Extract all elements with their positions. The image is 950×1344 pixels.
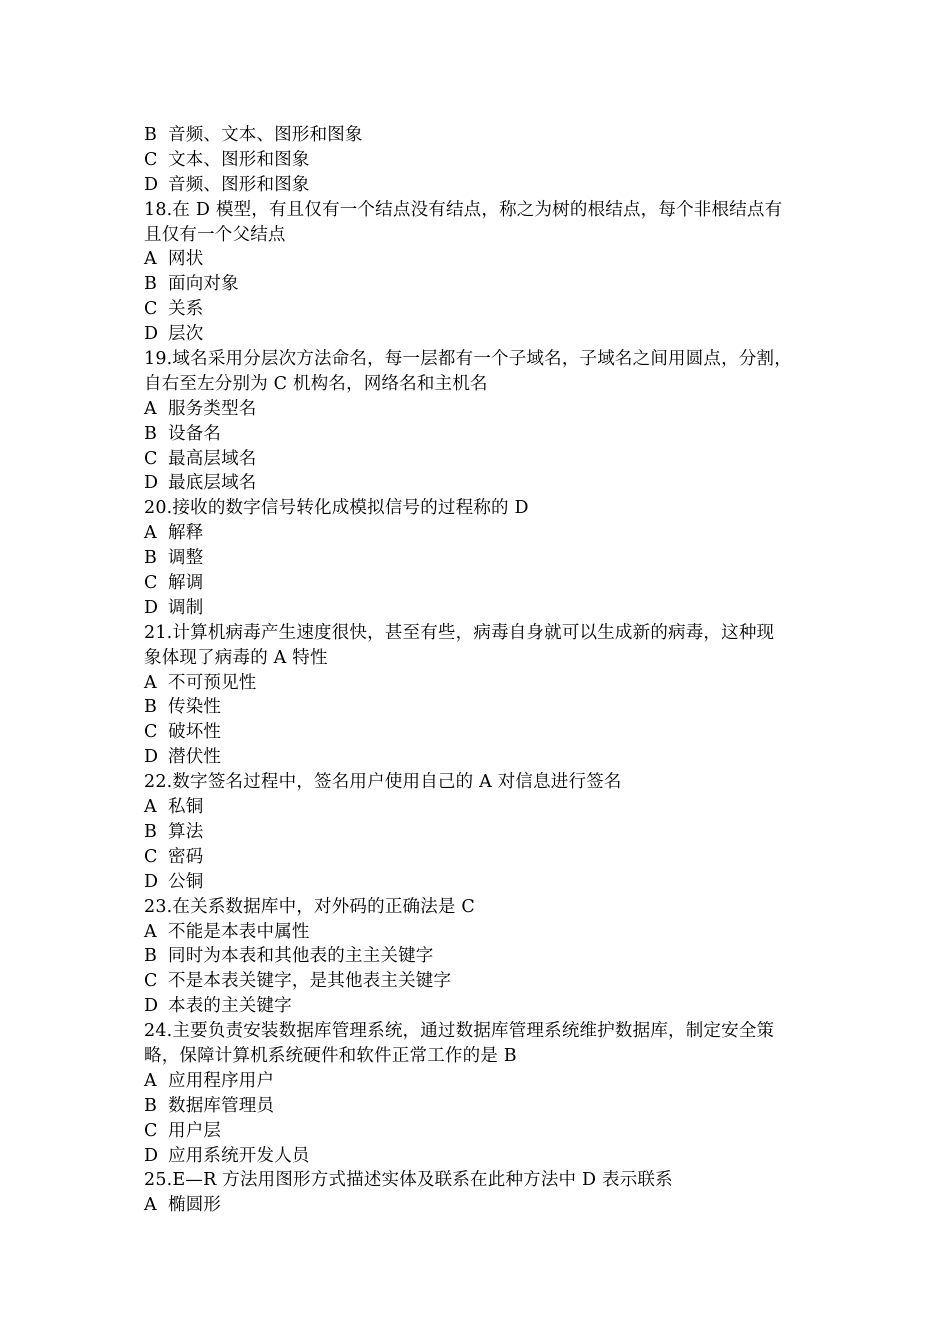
- option-letter: D: [144, 871, 159, 892]
- option-text: 潜伏性: [168, 747, 222, 768]
- option-letter: B: [144, 697, 158, 718]
- option-text: 同时为本表和其他表的主主关键字: [168, 946, 434, 967]
- option-letter: C: [144, 299, 158, 320]
- option-letter: C: [144, 846, 158, 867]
- option-letter: C: [144, 1120, 158, 1141]
- question-text: 23.在关系数据库中，对外码的正确法是 C: [144, 896, 475, 917]
- option-letter: B: [144, 125, 158, 145]
- question-21: [144, 621, 812, 671]
- option-text: 破坏性: [168, 722, 222, 743]
- option-line: [144, 422, 812, 447]
- option-text: 音频、文本、图形和图象: [168, 125, 363, 145]
- option-text: 不是本表关键字，是其他表主关键字: [168, 971, 452, 992]
- document-page: [144, 123, 812, 1218]
- option-letter: D: [144, 324, 159, 345]
- option-text: 最底层域名: [168, 473, 257, 494]
- option-letter: A: [144, 1195, 157, 1216]
- question-text: 自右至左分别为 C 机构名，网络名和主机名: [144, 373, 488, 394]
- option-line: [144, 994, 812, 1019]
- option-line: [144, 920, 812, 945]
- option-letter: D: [144, 1145, 159, 1166]
- option-letter: C: [144, 149, 158, 170]
- question-text: 略，保障计算机系统硬件和软件正常工作的是 B: [144, 1045, 517, 1066]
- option-text: 数据库管理员: [168, 1095, 275, 1116]
- option-letter: D: [144, 473, 159, 494]
- question-24: [144, 1019, 812, 1069]
- option-text: 算法: [168, 821, 204, 842]
- question-19: [144, 347, 812, 397]
- option-text: 关系: [168, 299, 204, 320]
- option-text: 不能是本表中属性: [168, 921, 310, 942]
- option-line: [144, 596, 812, 621]
- option-line: [144, 795, 812, 820]
- option-letter: A: [144, 249, 157, 270]
- option-line: [144, 571, 812, 596]
- option-line: [144, 1119, 812, 1144]
- option-letter: C: [144, 722, 158, 743]
- option-line: [144, 870, 812, 895]
- option-line: [144, 820, 812, 845]
- question-text: 25.E—R 方法用图形方式描述实体及联系在此种方法中 D 表示联系: [144, 1170, 673, 1191]
- option-line: [144, 546, 812, 571]
- option-letter: B: [144, 946, 158, 967]
- option-line: [144, 969, 812, 994]
- option-text: 私铜: [168, 797, 204, 818]
- option-line: [144, 1094, 812, 1119]
- option-line: [144, 173, 812, 198]
- option-text: 不可预见性: [168, 672, 257, 693]
- option-letter: D: [144, 996, 159, 1017]
- option-letter: A: [144, 1070, 157, 1091]
- option-text: 音频、图形和图象: [168, 174, 310, 195]
- option-line: [144, 845, 812, 870]
- option-letter: C: [144, 573, 158, 594]
- option-line: [144, 272, 812, 297]
- option-text: 应用系统开发人员: [168, 1145, 310, 1166]
- question-text: 19.域名采用分层次方法命名，每一层都有一个子域名，子域名之间用圆点，分割，: [144, 349, 792, 370]
- option-line: [144, 1069, 812, 1094]
- option-text: 服务类型名: [168, 398, 257, 419]
- option-text: 网状: [168, 249, 204, 270]
- option-line: [144, 745, 812, 770]
- option-line: [144, 247, 812, 272]
- option-text: 最高层域名: [168, 448, 257, 469]
- option-text: 解调: [168, 573, 204, 594]
- option-letter: D: [144, 747, 159, 768]
- option-line: [144, 322, 812, 347]
- option-line: [144, 471, 812, 496]
- question-text: 24.主要负责安装数据库管理系统，通过数据库管理系统维护数据库，制定安全策: [144, 1021, 775, 1042]
- option-letter: A: [144, 672, 157, 693]
- option-letter: D: [144, 174, 159, 195]
- option-text: 椭圆形: [168, 1195, 222, 1216]
- option-letter: A: [144, 921, 157, 942]
- option-letter: A: [144, 523, 157, 544]
- option-text: 公铜: [168, 871, 204, 892]
- option-text: 本表的主关键字: [168, 996, 292, 1017]
- question-22: [144, 770, 812, 795]
- option-text: 密码: [168, 846, 204, 867]
- option-letter: A: [144, 398, 157, 419]
- option-letter: B: [144, 423, 158, 444]
- option-text: 层次: [168, 324, 204, 345]
- question-18: [144, 198, 812, 248]
- question-text: 21.计算机病毒产生速度很快，甚至有些，病毒自身就可以生成新的病毒，这种现: [144, 622, 775, 643]
- option-line: [144, 720, 812, 745]
- option-text: 文本、图形和图象: [168, 149, 310, 170]
- option-line: [144, 397, 812, 422]
- question-text: 18.在 D 模型，有且仅有一个结点没有结点，称之为树的根结点，每个非根结点有: [144, 199, 783, 220]
- option-letter: B: [144, 274, 158, 295]
- option-letter: B: [144, 548, 158, 569]
- question-25: [144, 1168, 812, 1193]
- question-text: 且仅有一个父结点: [144, 224, 286, 245]
- option-text: 设备名: [168, 423, 222, 444]
- option-letter: D: [144, 597, 159, 618]
- option-letter: C: [144, 448, 158, 469]
- question-text: 20.接收的数字信号转化成模拟信号的过程称的 D: [144, 498, 529, 519]
- option-line: [144, 148, 812, 173]
- option-letter: A: [144, 797, 157, 818]
- option-letter: B: [144, 1095, 158, 1116]
- option-line: [144, 695, 812, 720]
- option-letter: B: [144, 821, 158, 842]
- option-text: 面向对象: [168, 274, 239, 295]
- question-text: 象体现了病毒的 A 特性: [144, 647, 328, 668]
- option-line: [144, 944, 812, 969]
- option-line: [144, 447, 812, 472]
- option-line: [144, 1193, 812, 1218]
- option-text: 调整: [168, 548, 204, 569]
- question-23: [144, 895, 812, 920]
- option-line: [144, 671, 812, 696]
- option-text: 解释: [168, 523, 204, 544]
- option-line: [144, 297, 812, 322]
- option-text: 传染性: [168, 697, 222, 718]
- question-text: 22.数字签名过程中，签名用户使用自己的 A 对信息进行签名: [144, 772, 622, 793]
- option-text: 调制: [168, 597, 204, 618]
- option-line: [144, 1144, 812, 1169]
- option-text: 应用程序用户: [168, 1070, 275, 1091]
- option-letter: C: [144, 971, 158, 992]
- question-20: [144, 496, 812, 521]
- option-text: 用户层: [168, 1120, 222, 1141]
- option-line: [144, 123, 812, 148]
- option-line: [144, 521, 812, 546]
